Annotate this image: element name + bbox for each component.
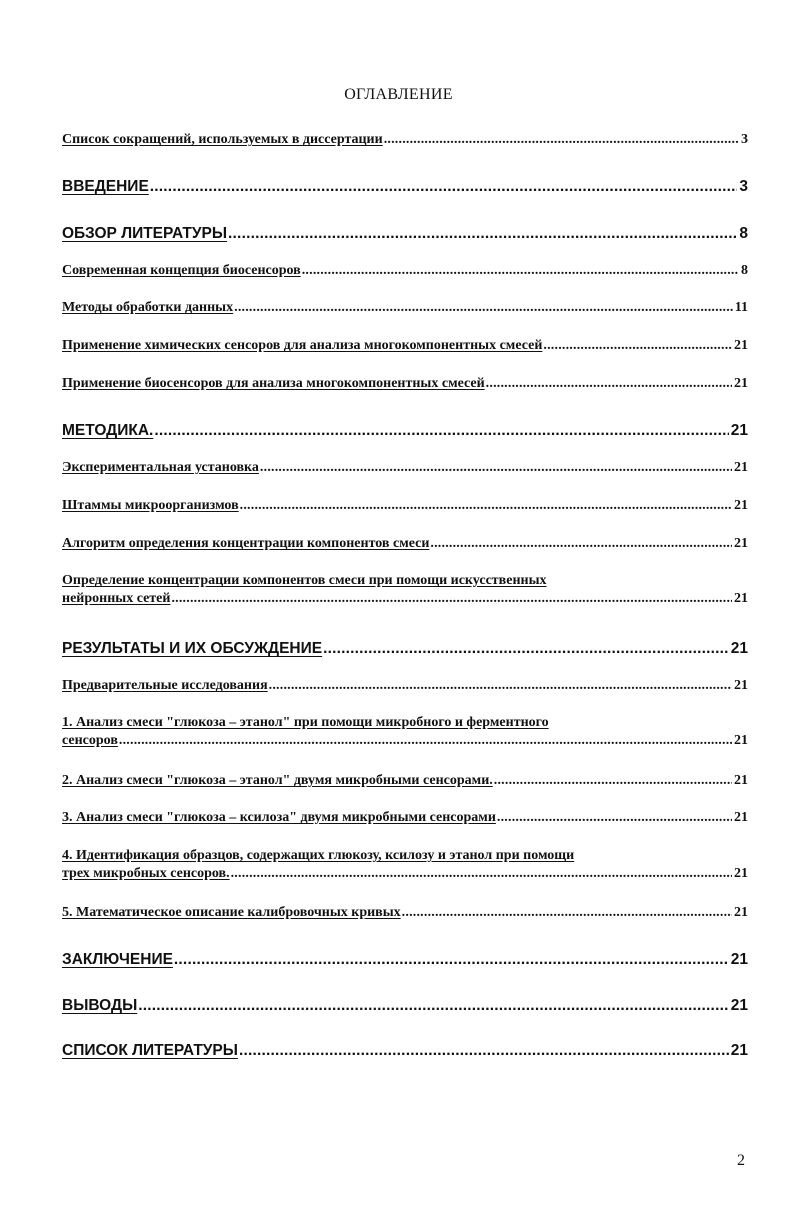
toc-page: 21 (734, 536, 748, 551)
toc-label: СПИСОК ЛИТЕРАТУРЫ (62, 1042, 238, 1059)
toc-entry-references[interactable] (62, 1042, 748, 1060)
toc-label: ВЫВОДЫ (62, 997, 138, 1014)
leader-dots (323, 640, 729, 658)
toc-label: ЗАКЛЮЧЕНИЕ (62, 951, 173, 968)
leader-dots (260, 460, 732, 476)
page-title: ОГЛАВЛЕНИЕ (344, 86, 453, 103)
toc-label: Штаммы микроорганизмов (62, 498, 239, 513)
toc-label-line2: трех микробных сенсоров. (62, 866, 230, 881)
toc-page: 21 (730, 951, 748, 968)
toc-entry-conclusion[interactable] (62, 951, 748, 969)
toc-entry-experimental-setup[interactable] (62, 460, 748, 476)
toc-entry-preliminary[interactable] (62, 678, 748, 694)
table-of-contents (62, 0, 748, 1216)
toc-page: 8 (739, 225, 748, 242)
leader-dots (269, 678, 732, 694)
toc-page: 21 (734, 338, 748, 353)
toc-label: Методы обработки данных (62, 300, 234, 315)
toc-entry-findings[interactable] (62, 997, 748, 1015)
leader-dots (497, 810, 732, 826)
toc-page: 21 (730, 422, 748, 439)
toc-entry-analysis-1[interactable] (62, 715, 748, 749)
toc-entry-biosensor-concept[interactable] (62, 263, 748, 279)
leader-dots (171, 591, 732, 607)
toc-page: 11 (734, 300, 748, 315)
toc-page: 21 (730, 997, 748, 1014)
toc-entry-identification-4[interactable] (62, 848, 748, 882)
leader-dots (239, 1042, 729, 1060)
leader-dots (234, 300, 733, 316)
leader-dots (302, 263, 739, 279)
toc-label: Список сокращений, используемых в диссертации (62, 132, 383, 147)
leader-dots (486, 376, 732, 392)
toc-page: 21 (734, 866, 748, 881)
toc-label: 2. Анализ смеси "глюкоза – этанол" двумя микробными сенсорами. (62, 773, 493, 788)
leader-dots (228, 225, 737, 243)
toc-label-line2: нейронных сетей (62, 591, 171, 606)
toc-entry-introduction[interactable] (62, 178, 748, 196)
toc-page: 21 (734, 905, 748, 920)
toc-entry-algorithm[interactable] (62, 536, 748, 552)
page-number: 2 (737, 1152, 745, 1169)
leader-dots (402, 905, 732, 921)
leader-dots (154, 422, 728, 440)
leader-dots (494, 773, 732, 789)
toc-page: 21 (734, 773, 748, 788)
toc-label-line1: 1. Анализ смеси "глюкоза – этанол" при помощи микробного и ферментного (62, 715, 549, 730)
toc-label: Применение биосенсоров для анализа многокомпонентных смесей (62, 376, 485, 391)
toc-entry-strains[interactable] (62, 498, 748, 514)
toc-entry-results[interactable] (62, 640, 748, 658)
toc-label-line1: Определение концентрации компонентов смеси при помощи искусственных (62, 573, 547, 588)
toc-page: 3 (741, 132, 748, 147)
toc-label: ВВЕДЕНИЕ (62, 178, 149, 195)
toc-page: 21 (734, 591, 748, 606)
toc-page: 8 (741, 263, 748, 278)
toc-label-line2: сенсоров (62, 733, 118, 748)
toc-entry-biosensors-mixtures[interactable] (62, 376, 748, 392)
toc-label: ОБЗОР ЛИТЕРАТУРЫ (62, 225, 228, 242)
toc-page: 3 (739, 178, 748, 195)
leader-dots (231, 866, 732, 882)
toc-page: 21 (734, 376, 748, 391)
toc-label: Современная концепция биосенсоров (62, 263, 301, 278)
toc-entry-data-processing[interactable] (62, 300, 748, 316)
toc-label-line1: 4. Идентификация образцов, содержащих глюкозу, ксилозу и этанол при помощи (62, 848, 575, 863)
toc-label: Применение химических сенсоров для анализа многокомпонентных смесей (62, 338, 543, 353)
toc-page: 21 (730, 640, 748, 657)
toc-label: 5. Математическое описание калибровочных кривых (62, 905, 401, 920)
toc-entry-abbreviations[interactable] (62, 132, 748, 148)
toc-page: 21 (734, 810, 748, 825)
toc-entry-analysis-3[interactable] (62, 810, 748, 826)
toc-entry-methods[interactable] (62, 422, 748, 440)
toc-label: РЕЗУЛЬТАТЫ И ИХ ОБСУЖДЕНИЕ (62, 640, 323, 657)
toc-page: 21 (730, 1042, 748, 1059)
toc-entry-analysis-2[interactable] (62, 773, 748, 789)
leader-dots (543, 338, 732, 354)
toc-label: Экспериментальная установка (62, 460, 259, 475)
leader-dots (240, 498, 732, 514)
toc-page: 21 (734, 498, 748, 513)
toc-page: 21 (734, 460, 748, 475)
toc-page: 21 (734, 733, 748, 748)
leader-dots (138, 997, 729, 1015)
toc-entry-neural-networks[interactable] (62, 573, 748, 607)
leader-dots (119, 733, 732, 749)
leader-dots (384, 132, 739, 148)
toc-entry-literature-review[interactable] (62, 225, 748, 243)
toc-label: Предварительные исследования (62, 678, 268, 693)
toc-label: 3. Анализ смеси "глюкоза – ксилоза" двумя микробными сенсорами (62, 810, 496, 825)
toc-label: Алгоритм определения концентрации компонентов смеси (62, 536, 430, 551)
leader-dots (430, 536, 732, 552)
toc-label: МЕТОДИКА. (62, 422, 154, 439)
toc-page: 21 (734, 678, 748, 693)
leader-dots (150, 178, 738, 196)
toc-entry-math-description-5[interactable] (62, 905, 748, 921)
leader-dots (174, 951, 729, 969)
toc-entry-chemical-sensors[interactable] (62, 338, 748, 354)
